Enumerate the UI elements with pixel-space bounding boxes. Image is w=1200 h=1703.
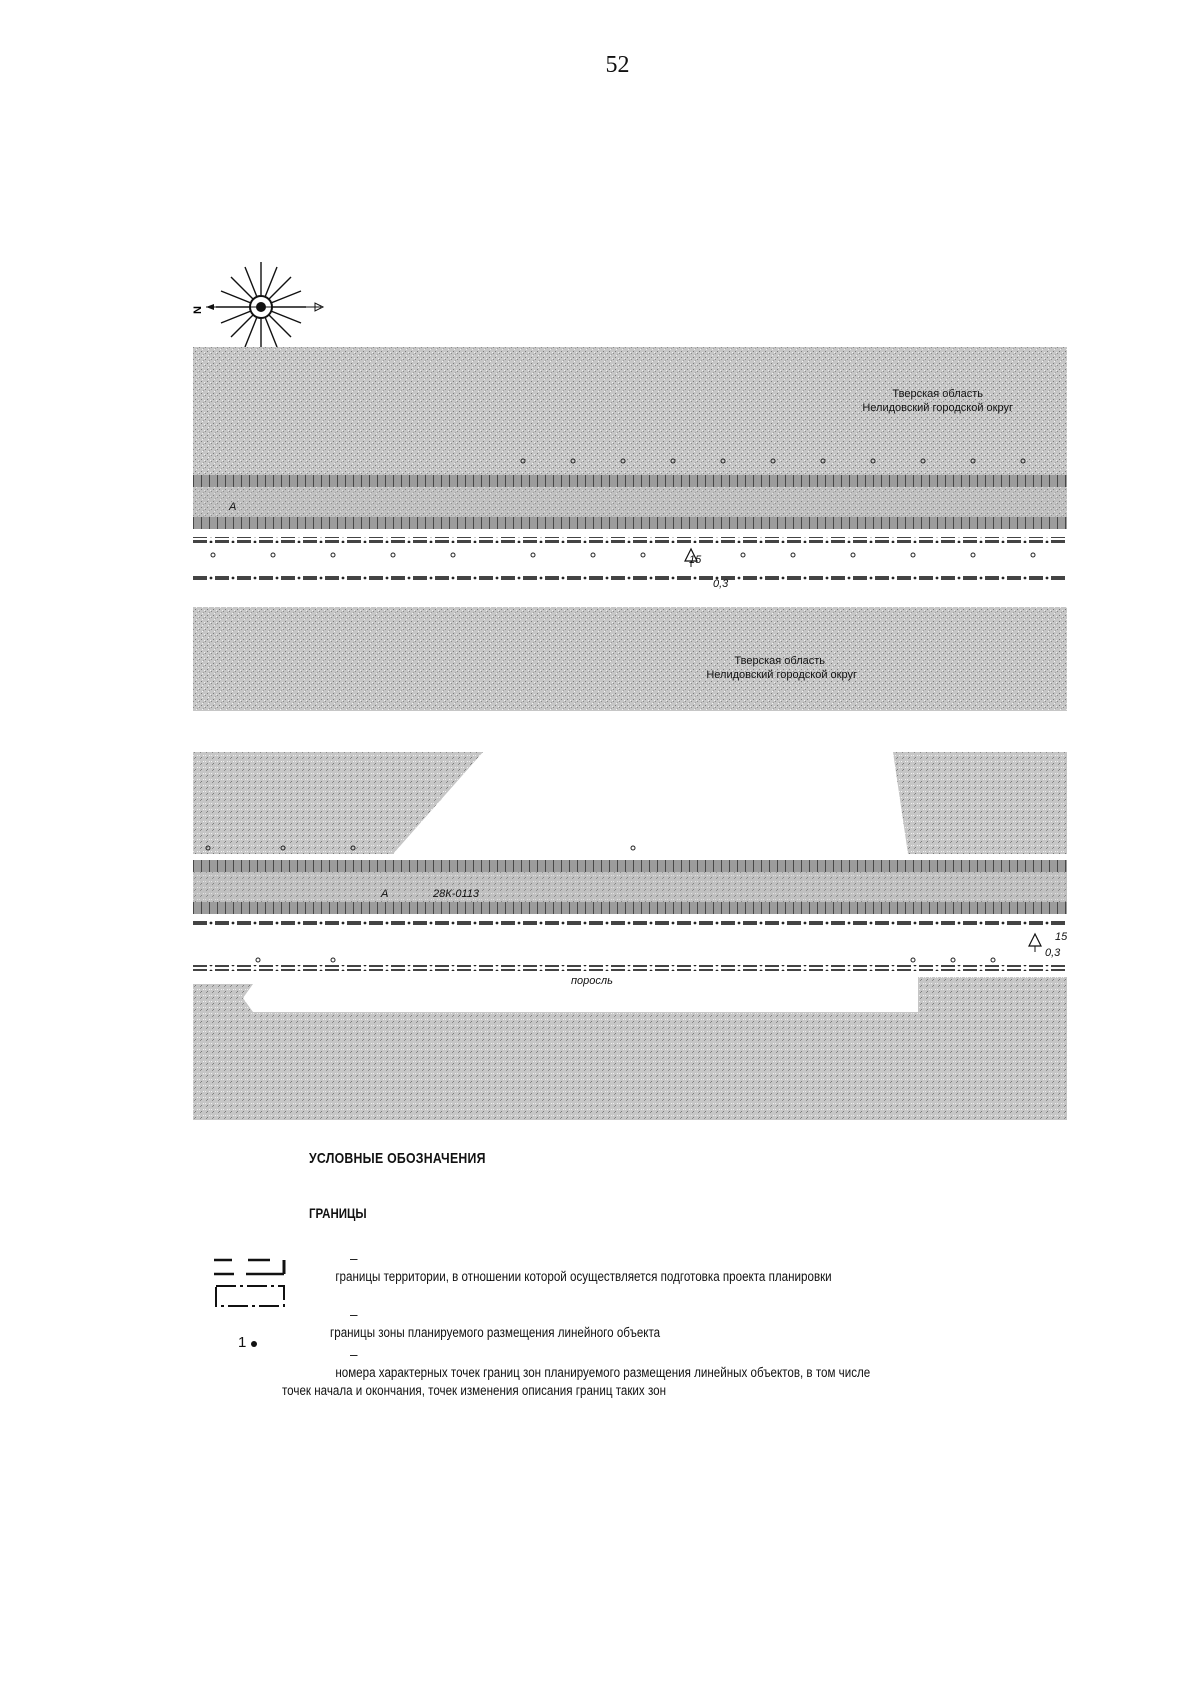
marker-a-1: A bbox=[229, 501, 237, 513]
district-label-top-1: Нелидовский городской округ bbox=[862, 402, 1013, 414]
territory-boundary-symbol-icon bbox=[214, 1256, 290, 1308]
legend-item-territory-boundary bbox=[322, 1250, 1022, 1286]
region-label-top-1: Тверская область bbox=[892, 388, 983, 400]
point-number-1: 15 bbox=[689, 554, 702, 566]
value-label-2: 0,3 bbox=[1045, 947, 1061, 959]
legend-subtitle: ГРАНИЦЫ bbox=[309, 1205, 367, 1221]
compass-north-letter: N bbox=[192, 306, 204, 314]
map-panel-1 bbox=[193, 347, 1067, 711]
point-symbol-number: 1 bbox=[238, 1334, 247, 1351]
legend-item-text: границы территории, в отношении которой осуществляется подготовка проекта планировки bbox=[335, 1269, 832, 1284]
compass-rose-icon bbox=[192, 260, 332, 360]
legend-item-dash: – bbox=[350, 1251, 358, 1266]
marker-a-2: A bbox=[381, 888, 389, 900]
legend-item-zone-boundary bbox=[322, 1306, 1022, 1342]
page-number: 52 bbox=[605, 52, 630, 78]
road-id-label: 28К-0113 bbox=[433, 888, 480, 900]
legend-item-point-numbers bbox=[282, 1346, 1022, 1400]
legend-item-text: границы зоны планируемого размещения линейного объекта bbox=[330, 1325, 661, 1340]
map-panel-2 bbox=[193, 752, 1067, 1120]
legend-title: УСЛОВНЫЕ ОБОЗНАЧЕНИЯ bbox=[309, 1150, 486, 1167]
point-number-2: 15 bbox=[1055, 931, 1067, 943]
vegetation-label: поросль bbox=[571, 975, 613, 987]
legend-item-dash: – bbox=[350, 1307, 358, 1322]
legend-item-text: номера характерных точек границ зон планируемого размещения линейных объектов, в том числе точек начала и окончания, точек изменения описания границ таких зон bbox=[282, 1365, 871, 1398]
region-label-bottom-1: Тверская область bbox=[734, 655, 825, 667]
value-label-1: 0,3 bbox=[713, 578, 729, 590]
legend-item-dash: – bbox=[350, 1347, 358, 1362]
district-label-bottom-1: Нелидовский городской округ bbox=[706, 669, 857, 681]
